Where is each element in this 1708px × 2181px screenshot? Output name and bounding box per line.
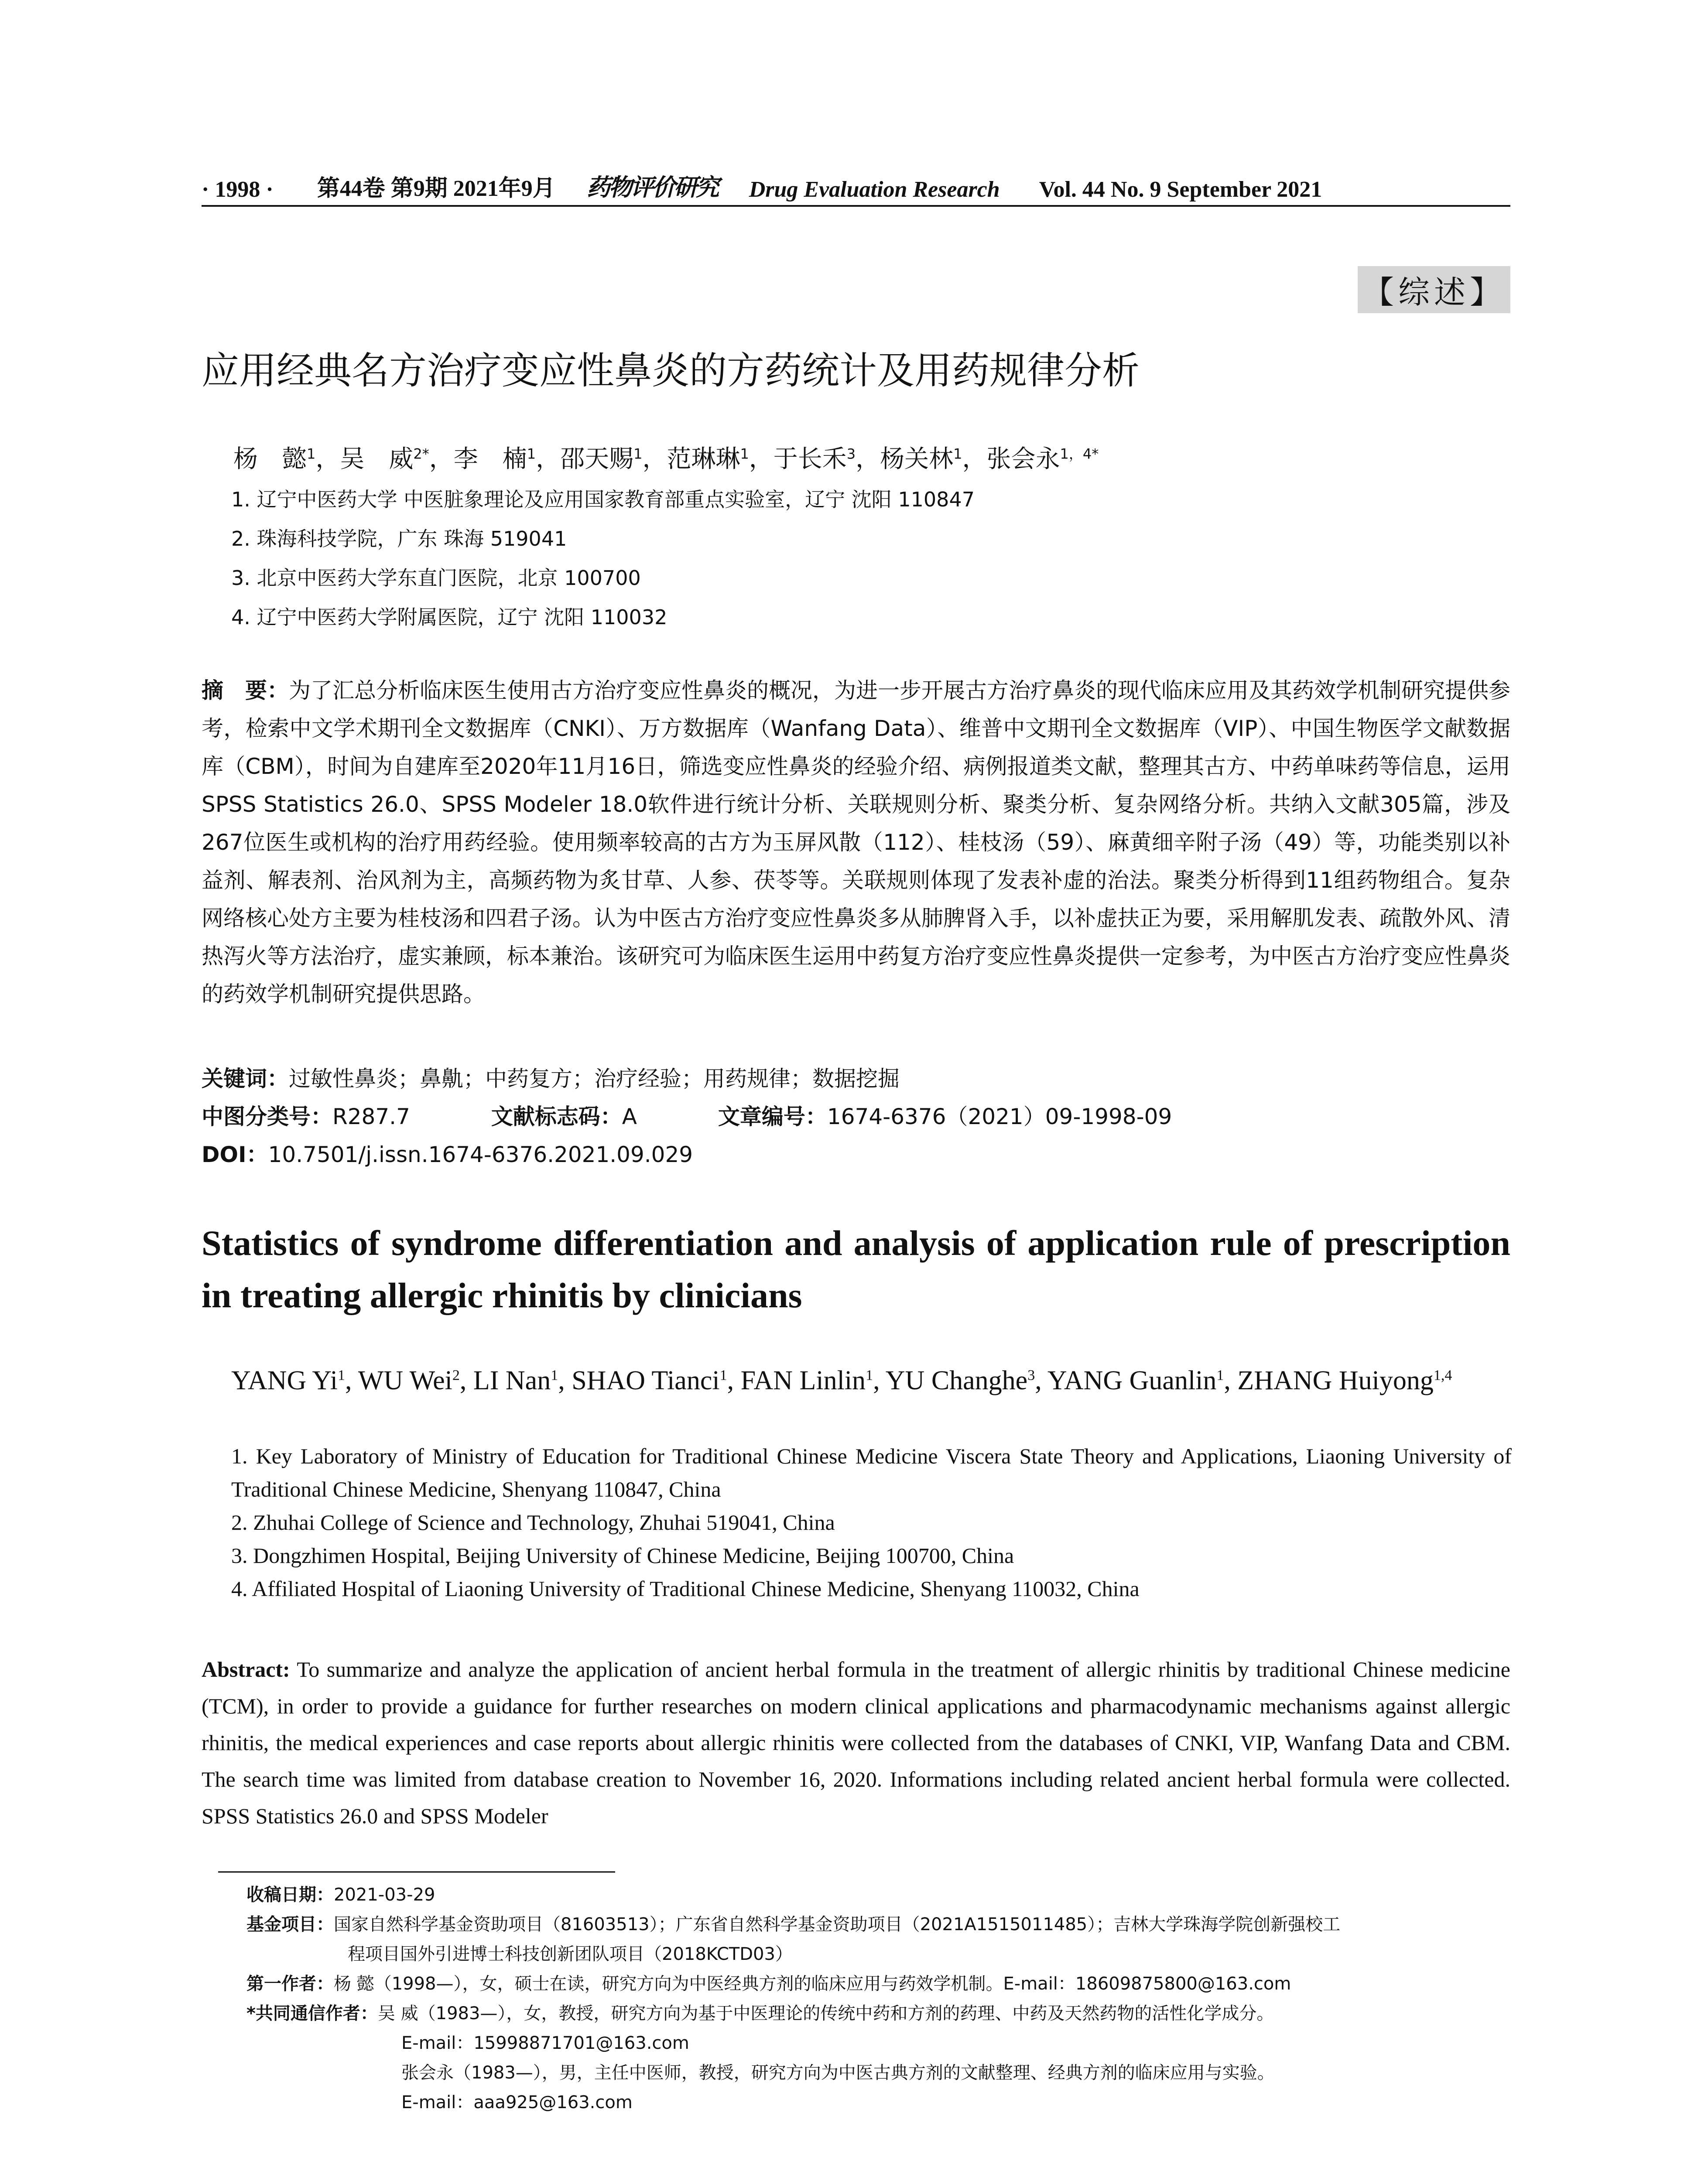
abstract-cn-label: 摘 要： bbox=[202, 678, 289, 703]
article-meta-cn bbox=[202, 1060, 1510, 1174]
fund-value-1: 国家自然科学基金资助项目（81603513）；广东省自然科学基金资助项目（2021A1515011485）；吉林大学珠海学院创新强校工 bbox=[334, 1914, 1341, 1935]
author-name: LI Nan bbox=[473, 1365, 551, 1395]
authors-en bbox=[231, 1354, 1512, 1402]
first-author-value: 杨 懿（1998—），女，硕士在读，研究方向为中医经典方剂的临床应用与药效学机制。E-mail：18609875800@163.com bbox=[334, 1974, 1291, 1994]
received-date bbox=[246, 1880, 1512, 1910]
corresponding-author-1 bbox=[246, 1999, 1512, 2028]
author-separator: , bbox=[1224, 1365, 1238, 1395]
doi-label: DOI： bbox=[202, 1142, 268, 1167]
author-affiliation-mark: 1 bbox=[719, 1367, 727, 1383]
corresponding-2-email[interactable]: E-mail：aaa925@163.com bbox=[401, 2092, 633, 2113]
title-en: Statistics of syndrome differentiation and analysis of application rule of prescription in treating allergic rhinitis by clinicians bbox=[202, 1223, 1510, 1315]
affiliations-en bbox=[231, 1439, 1512, 1605]
abstract-cn bbox=[202, 672, 1510, 1013]
author-name: 邵天赐 bbox=[560, 444, 634, 473]
author-separator: , bbox=[873, 1365, 886, 1395]
author-affiliation-mark: 1 bbox=[1216, 1367, 1224, 1383]
affiliation-cn-1: 1. 辽宁中医药大学 中医脏象理论及应用国家教育部重点实验室，辽宁 沈阳 110847 bbox=[231, 488, 975, 511]
author-name: 杨关林 bbox=[880, 444, 954, 473]
author-name: WU Wei bbox=[358, 1365, 452, 1395]
author-2 bbox=[340, 445, 429, 473]
footnote-divider bbox=[218, 1871, 615, 1873]
article-no-value: 1674-6376（2021）09-1998-09 bbox=[827, 1104, 1172, 1129]
keywords-row bbox=[202, 1060, 1510, 1098]
article-no-label: 文章编号： bbox=[718, 1104, 827, 1129]
author-4 bbox=[572, 1366, 727, 1395]
author-5 bbox=[667, 445, 749, 473]
author-name: FAN Linlin bbox=[740, 1365, 866, 1395]
author-name: 范琳琳 bbox=[667, 444, 740, 473]
doc-code-label: 文献标志码： bbox=[491, 1104, 622, 1129]
author-affiliation-mark: 1 bbox=[953, 445, 962, 462]
corresponding-1-value: 吴 威（1983—），女，教授，研究方向为基于中医理论的传统中药和方剂的药理、中药及天然药物的活性化学成分。 bbox=[377, 2003, 1274, 2024]
author-separator: , bbox=[558, 1365, 572, 1395]
author-name: 杨 懿 bbox=[233, 444, 307, 473]
author-affiliation-mark: 1,4 bbox=[1433, 1367, 1452, 1383]
author-separator: ， bbox=[429, 444, 454, 473]
author-1 bbox=[233, 445, 315, 473]
keywords-label: 关键词： bbox=[202, 1066, 289, 1091]
received-label: 收稿日期： bbox=[246, 1885, 334, 1905]
author-separator: , bbox=[459, 1365, 473, 1395]
author-name: 吴 威 bbox=[340, 444, 414, 473]
affiliation-en-4: 4. Affiliated Hospital of Liaoning University of Traditional Chinese Medicine, Shenyang 110032, China bbox=[231, 1576, 1140, 1601]
author-affiliation-mark: 3 bbox=[846, 445, 856, 462]
author-affiliation-mark: 1 bbox=[527, 445, 536, 462]
journal-logo: 药物评价研究 bbox=[586, 173, 718, 201]
author-affiliation-mark: 1 bbox=[633, 445, 643, 462]
first-author-note bbox=[246, 1969, 1512, 1999]
corresponding-author-2: 张会永（1983—），男，主任中医师，教授，研究方向为中医古典方剂的文献整理、经典方剂的临床应用与实验。 bbox=[401, 2063, 1275, 2083]
author-affiliation-mark: 1 bbox=[866, 1367, 873, 1383]
author-separator: , bbox=[727, 1365, 741, 1395]
header-divider bbox=[202, 205, 1510, 207]
author-separator: ， bbox=[315, 444, 340, 473]
affiliation-en-2: 2. Zhuhai College of Science and Technology, Zhuhai 519041, China bbox=[231, 1510, 835, 1535]
corresponding-label: *共同通信作者： bbox=[246, 2003, 378, 2024]
author-4 bbox=[560, 445, 642, 473]
author-name: 李 楠 bbox=[453, 444, 527, 473]
abstract-en bbox=[202, 1651, 1510, 1834]
author-name: SHAO Tianci bbox=[572, 1365, 720, 1395]
affiliation-en-1: 1. Key Laboratory of Ministry of Education for Traditional Chinese Medicine Viscera State Theory and Applications, Liaoning University of Traditional Chinese Medicine, Shenyang 110847, China bbox=[231, 1444, 1512, 1501]
fund-line-2: 程项目国外引进博士科技创新团队项目（2018KCTD03） bbox=[348, 1944, 793, 1964]
author-2 bbox=[358, 1366, 460, 1395]
affiliation-cn-3: 3. 北京中医药大学东直门医院，北京 100700 bbox=[231, 566, 641, 590]
author-affiliation-mark: 1 bbox=[740, 445, 749, 462]
abstract-en-label: Abstract: bbox=[202, 1657, 290, 1682]
title-cn: 应用经典名方治疗变应性鼻炎的方药统计及用药规律分析 bbox=[202, 349, 1140, 393]
author-5 bbox=[741, 1366, 873, 1395]
author-name: YANG Yi bbox=[231, 1365, 338, 1395]
page-number: · 1998 · bbox=[202, 177, 274, 202]
received-value: 2021-03-29 bbox=[334, 1885, 435, 1905]
author-affiliation-mark: 2 bbox=[452, 1367, 460, 1383]
author-separator: ， bbox=[962, 444, 987, 473]
author-name: 张会永 bbox=[986, 444, 1060, 473]
abstract-cn-text: 为了汇总分析临床医生使用古方治疗变应性鼻炎的概况，为进一步开展古方治疗鼻炎的现代临床应用及其药效学机制研究提供参考，检索中文学术期刊全文数据库（CNKI）、万方数据库（Wanfang Data）、维普中文期刊全文数据库（VIP）、中国生物医学文献数据库（CBM），时间为自建库至2020年11月16日，筛选变应性鼻炎的经验介绍、病例报道类文献，整理其古方、中药单味药等信息，运用SPSS Statistics 26.0、SPSS Modeler 18.0软件进行统计分析、关联规则分析、聚类分析、复杂网络分析。共纳入文献305篇，涉及267位医生或机构的治疗用药经验。使用频率较高的古方为玉屏风散（112）、桂枝汤（59）、麻黄细辛附子汤（49）等，功能类别以补益剂、解表剂、治风剂为主，高频药物为炙甘草、人参、茯苓等。关联规则体现了发表补虚的治法。聚类分析得到11组药物组合。复杂网络核心处方主要为桂枝汤和四君子汤。认为中医古方治疗变应性鼻炎多从肺脾肾入手，以补虚扶正为要，采用解肌发表、疏散外风、清热泻火等方法治疗，虚实兼顾，标本兼治。该研究可为临床医生运用中药复方治疗变应性鼻炎提供一定参考，为中医古方治疗变应性鼻炎的药效学机制研究提供思路。 bbox=[202, 678, 1510, 1007]
author-affiliation-mark: 1 bbox=[307, 445, 316, 462]
first-author-label: 第一作者： bbox=[246, 1974, 334, 1994]
affiliation-cn-4: 4. 辽宁中医药大学附属医院，辽宁 沈阳 110032 bbox=[231, 605, 667, 629]
author-separator: ， bbox=[856, 444, 880, 473]
abstract-en-text: To summarize and analyze the application of ancient herbal formula in the treatment of allergic rhinitis by traditional Chinese medicine (TCM), in order to provide a guidance for further researches on modern clinical applications and pharmacodynamic mechanisms against allergic rhinitis, the medical experiences and case reports about allergic rhinitis were collected from the databases of CNKI, VIP, Wanfang Data and CBM. The search time was limited from database creation to November 16, 2020. Informations including related ancient herbal formula were collected. SPSS Statistics 26.0 and SPSS Modeler bbox=[202, 1657, 1510, 1828]
author-separator: ， bbox=[749, 444, 774, 473]
doi-row bbox=[202, 1136, 1510, 1174]
doi-value[interactable]: 10.7501/j.issn.1674-6376.2021.09.029 bbox=[268, 1142, 693, 1167]
clc-value: R287.7 bbox=[332, 1104, 410, 1129]
affiliations-cn bbox=[231, 480, 1496, 637]
corresponding-1-email[interactable]: E-mail：15998871701@163.com bbox=[401, 2033, 689, 2053]
issue-en: Vol. 44 No. 9 September 2021 bbox=[1039, 177, 1322, 202]
footnotes bbox=[246, 1880, 1512, 2117]
author-6 bbox=[886, 1366, 1035, 1395]
author-name: 于长禾 bbox=[773, 444, 847, 473]
issue-cn: 第44卷 第9期 2021年9月 bbox=[317, 176, 555, 201]
running-header bbox=[202, 167, 1510, 202]
author-7 bbox=[880, 445, 962, 473]
author-affiliation-mark: 1 bbox=[551, 1367, 558, 1383]
affiliation-cn-2: 2. 珠海科技学院，广东 珠海 519041 bbox=[231, 527, 567, 550]
author-separator: , bbox=[345, 1365, 358, 1395]
doc-code-value: A bbox=[622, 1104, 637, 1129]
author-3 bbox=[454, 445, 536, 473]
author-6 bbox=[774, 445, 856, 473]
author-affiliation-mark: 3 bbox=[1027, 1367, 1035, 1383]
author-separator: ， bbox=[536, 444, 561, 473]
author-separator: , bbox=[1035, 1365, 1047, 1395]
author-7 bbox=[1047, 1366, 1224, 1395]
authors-cn bbox=[233, 436, 1499, 477]
author-affiliation-mark: 1，4* bbox=[1060, 445, 1099, 462]
author-name: ZHANG Huiyong bbox=[1237, 1365, 1434, 1395]
affiliation-en-3: 3. Dongzhimen Hospital, Beijing University of Chinese Medicine, Beijing 100700, China bbox=[231, 1543, 1014, 1568]
classification-row bbox=[202, 1098, 1510, 1136]
author-8 bbox=[1237, 1366, 1452, 1395]
author-3 bbox=[473, 1366, 558, 1395]
author-name: YANG Guanlin bbox=[1047, 1365, 1217, 1395]
author-1 bbox=[231, 1366, 345, 1395]
journal-name-en: Drug Evaluation Research bbox=[749, 177, 1000, 202]
fund-line-1 bbox=[246, 1910, 1512, 1939]
author-8 bbox=[987, 445, 1099, 473]
author-affiliation-mark: 2* bbox=[413, 445, 429, 462]
author-affiliation-mark: 1 bbox=[338, 1367, 346, 1383]
author-name: YU Changhe bbox=[885, 1365, 1028, 1395]
section-tag: 【综述】 bbox=[1358, 266, 1510, 313]
keywords-text: 过敏性鼻炎；鼻鼽；中药复方；治疗经验；用药规律；数据挖掘 bbox=[289, 1066, 900, 1091]
clc-label: 中图分类号： bbox=[202, 1104, 332, 1129]
fund-label: 基金项目： bbox=[246, 1914, 334, 1935]
author-separator: ， bbox=[642, 444, 667, 473]
